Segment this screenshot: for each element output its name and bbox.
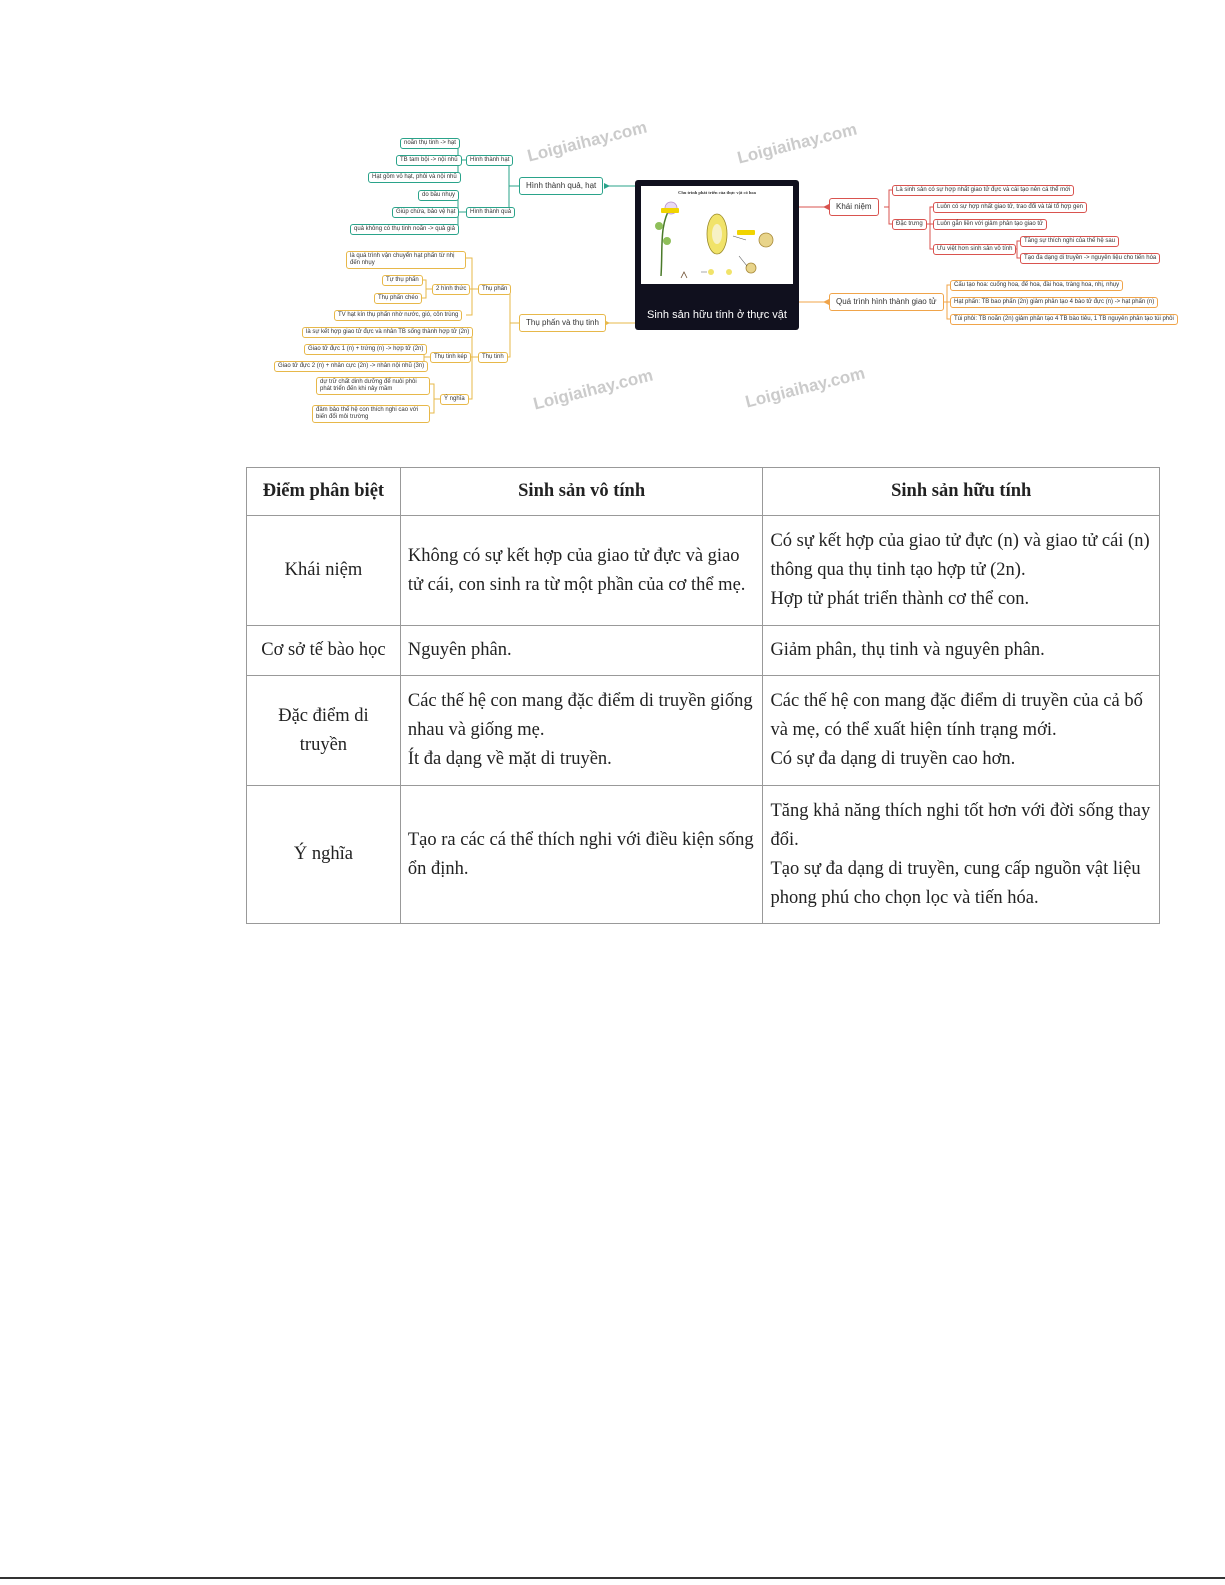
comparison-table [246,467,1160,924]
table-cell [763,676,1160,786]
leaf-node: Túi phôi: TB noãn (2n) giảm phân tạo 4 TB bào tiêu, 1 TB nguyên phân tạo túi phôi [950,314,1178,325]
branch-pollination-fertilization: Thụ phấn và thụ tinh [519,314,606,332]
mind-map [244,108,1174,434]
leaf-node: Giao tử đực 2 (n) + nhân cực (2n) -> nhân nội nhũ (3n) [274,361,428,372]
central-topic-title: Sinh sản hữu tính ở thực vật [647,309,787,321]
leaf-node: Luôn có sự hợp nhất giao tử, trao đổi và tái tổ hợp gen [933,202,1087,213]
node-pollination: Thụ phấn [478,284,511,295]
cell-text: Các thế hệ con mang đặc điểm di truyền của cả bố và mẹ, có thể xuất hiện tính trạng mới. [770,691,1143,740]
leaf-node: Thụ phấn chéo [374,293,422,304]
cell-text: Có sự kết hợp của giao tử đực (n) và giao tử cái (n) thông qua thụ tinh tạo hợp tử (2n). [770,531,1150,580]
table-cell [400,676,763,786]
node-advantages: Ưu việt hơn sinh sản vô tính [933,244,1016,255]
leaf-node: đảm bảo thế hệ con thích nghi cao với biến đổi môi trường [312,405,430,423]
node-two-forms: 2 hình thức [432,284,470,295]
leaf-node: TB tam bội -> nội nhũ [396,155,462,166]
cell-text: Các thế hệ con mang đặc điểm di truyền giống nhau và giống mẹ. [407,691,753,740]
table-cell [400,626,763,676]
cell-text: Tạo sự đa dạng di truyền, cung cấp nguồn vật liệu phong phú cho chọn lọc và tiến hóa. [770,858,1141,908]
connector [506,289,519,357]
branch-concept: Khái niệm [829,198,879,216]
cell-text: Ít đa dạng về mặt di truyền. [407,749,612,769]
leaf-node: noãn thụ tinh -> hạt [400,138,460,149]
node-fruit-formation: Hình thành quả [466,207,515,218]
table-cell [763,626,1160,676]
table-row [247,786,1160,924]
leaf-node: Tự thụ phấn [382,275,423,286]
image-caption: Chu trình phát triển của thực vật có hoa [678,190,756,195]
column-header: Sinh sản hữu tính [763,468,1160,516]
table-row [247,626,1160,676]
leaf-node: Giao tử đực 1 (n) + trứng (n) -> hợp tử (2n) [304,344,427,355]
cell-text: Tăng khả năng thích nghi tốt hơn với đời sống thay đổi. [770,800,1151,850]
arrow-head [604,183,610,189]
row-label: Khái niệm [247,516,401,626]
leaf-node: Luôn gắn liền với giảm phân tạo giao tử [933,219,1047,230]
plant-illustration [641,186,793,284]
central-topic [635,180,799,330]
leaf-node: do bầu nhụy [418,190,459,201]
leaf-node: là sự kết hợp giao tử đực và nhân TB sống thành hợp tử (2n) [302,327,473,338]
cell-text: Tạo ra các cá thể thích nghi với điều kiện sống ổn định. [407,829,754,879]
row-label: Đặc điểm di truyền [247,676,401,786]
row-label: Ý nghĩa [247,786,401,924]
plant-life-cycle-image [641,186,793,284]
watermark: Loigiaihay.com [525,117,649,166]
table-header-row [247,468,1160,516]
connector [422,280,432,298]
column-header: Điểm phân biệt [247,468,401,516]
cell-text: Nguyên phân. [407,640,512,660]
leaf-node: Tạo đa dạng di truyền -> nguyên liệu cho tiến hóa [1020,253,1160,264]
page-bottom-rule [0,1577,1225,1579]
table-cell [763,516,1160,626]
cell-text: Không có sự kết hợp của giao tử đực và giao tử cái, con sinh ra từ một phần của cơ thể mẹ. [407,545,746,595]
leaf-node: Giúp chứa, bảo vệ hạt [392,207,459,218]
table-cell [400,516,763,626]
leaf-node: Tăng sự thích nghi của thế hệ sau [1020,236,1119,247]
connector [430,384,440,413]
table-row [247,676,1160,786]
leaf-node: dự trữ chất dinh dưỡng để nuôi phôi phát triển đến khi nảy mầm [316,377,430,395]
node-significance: Ý nghĩa [440,394,469,405]
watermark: Loigiaihay.com [743,363,867,412]
node-seed-formation: Hình thành hạt [466,155,513,166]
node-fertilization: Thụ tinh [478,352,508,363]
leaf-node: là quá trình vận chuyển hạt phấn từ nhị đến nhụy [346,251,466,269]
cell-text: Có sự đa dạng di truyền cao hơn. [770,749,1016,769]
node-characteristics: Đặc trưng [892,219,927,230]
table-cell [763,786,1160,924]
cell-text: Giảm phân, thụ tinh và nguyên phân. [770,640,1045,660]
leaf-node: quả không có thụ tinh noãn -> quả giả [350,224,459,235]
watermark: Loigiaihay.com [531,365,655,414]
leaf-node: Là sinh sản có sự hợp nhất giao tử đực và cái tạo nên cá thể mới [892,185,1074,196]
node-double-fertilization: Thụ tinh kép [430,352,471,363]
branch-gamete-formation: Quá trình hình thành giao tử [829,293,944,311]
connector [502,160,519,212]
connector [884,190,892,224]
row-label: Cơ sở tế bào học [247,626,401,676]
column-header: Sinh sản vô tính [400,468,763,516]
table-row [247,516,1160,626]
leaf-node: Hạt gồm vỏ hạt, phôi và nội nhũ [368,172,461,183]
table-cell [400,786,763,924]
leaf-node: TV hạt kín thụ phấn nhờ nước, gió, côn trùng [334,310,462,321]
branch-fruit-seed-formation: Hình thành quả, hạt [519,177,603,195]
leaf-node: Cấu tạo hoa: cuống hoa, đế hoa, đài hoa, tràng hoa, nhị, nhụy [950,280,1123,291]
connector [466,332,478,399]
cell-text: Hợp tử phát triển thành cơ thể con. [770,589,1030,609]
leaf-node: Hạt phấn: TB bao phấn (2n) giảm phân tạo 4 bào tử đực (n) -> hạt phấn (n) [950,297,1158,308]
watermark: Loigiaihay.com [735,119,859,168]
